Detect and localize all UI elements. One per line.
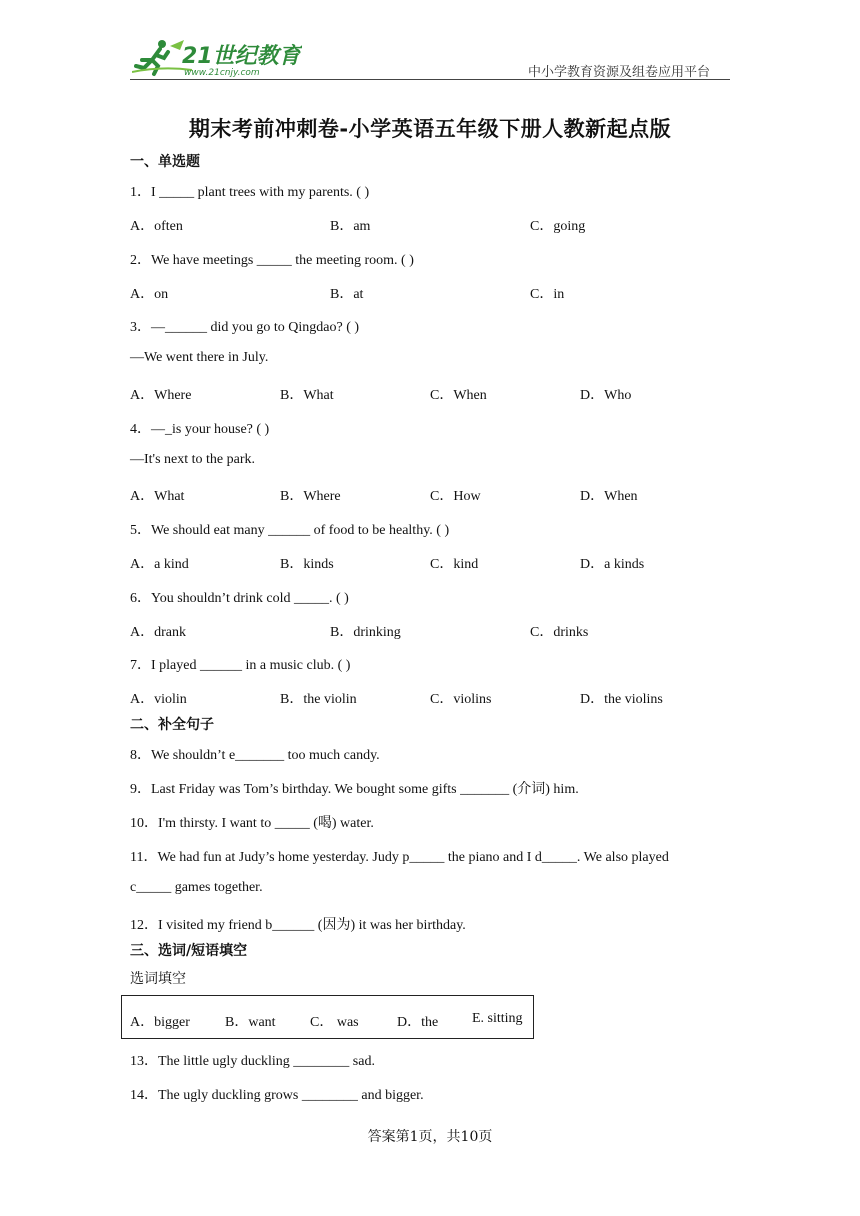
q4-option-d: D．When xyxy=(580,489,638,504)
question-6: 6．You shouldn’t drink cold _____. ( ) xyxy=(130,591,349,606)
q6-option-b: B．drinking xyxy=(330,625,401,640)
logo-url: www.21cnjy.com xyxy=(184,68,260,78)
question-14: 14．The ugly duckling grows ________ and bigger. xyxy=(130,1088,424,1103)
q4-option-b: B．Where xyxy=(280,489,341,504)
section-heading-word-fill: 三、选词/短语填空 xyxy=(130,943,248,959)
question-8: 8．We shouldn’t e_______ too much candy. xyxy=(130,748,380,763)
platform-label: 中小学教育资源及组卷应用平台 xyxy=(527,65,710,80)
header-divider xyxy=(130,79,730,80)
q7-option-a: A．violin xyxy=(130,692,187,707)
section-heading-single-choice: 一、单选题 xyxy=(130,154,200,170)
question-4-answer-line: —It's next to the park. xyxy=(130,452,255,467)
question-2: 2．We have meetings _____ the meeting room. ( ) xyxy=(130,253,414,268)
q2-option-a: A．on xyxy=(130,287,169,302)
q5-option-d: D．a kinds xyxy=(580,557,645,572)
site-logo xyxy=(132,36,302,78)
word-bank-item-b: B．want xyxy=(225,1015,276,1030)
question-1: 1．I _____ plant trees with my parents. ( ) xyxy=(130,185,370,200)
q2-option-c: C．in xyxy=(530,287,565,302)
word-bank-item-e: E. sitting xyxy=(472,1011,523,1026)
question-3: 3．—______ did you go to Qingdao? ( ) xyxy=(130,320,360,335)
question-12: 12．I visited my friend b______ (因为) it was her birthday. xyxy=(130,918,466,933)
q3-option-d: D．Who xyxy=(580,388,632,403)
question-11-line-2: c_____ games together. xyxy=(130,880,263,895)
section-heading-complete-sentences: 二、补全句子 xyxy=(130,717,214,733)
q1-option-c: C．going xyxy=(530,219,586,234)
q6-option-c: C．drinks xyxy=(530,625,589,640)
question-4: 4．—_is your house? ( ) xyxy=(130,422,270,437)
q2-option-b: B．at xyxy=(330,287,364,302)
q1-option-a: A．often xyxy=(130,219,183,234)
q3-option-c: C．When xyxy=(430,388,487,403)
question-9: 9．Last Friday was Tom’s birthday. We bought some gifts _______ (介词) him. xyxy=(130,782,579,797)
q5-option-c: C．kind xyxy=(430,557,479,572)
q3-option-b: B．What xyxy=(280,388,334,403)
q4-option-c: C．How xyxy=(430,489,481,504)
word-bank-item-c: C． was xyxy=(310,1015,359,1030)
question-7: 7．I played ______ in a music club. ( ) xyxy=(130,658,351,673)
question-11-line-1: 11．We had fun at Judy’s home yesterday. Judy p_____ the piano and I d_____. We also played xyxy=(130,850,669,865)
q7-option-c: C．violins xyxy=(430,692,492,707)
q3-option-a: A．Where xyxy=(130,388,192,403)
q7-option-d: D．the violins xyxy=(580,692,663,707)
question-5: 5．We should eat many ______ of food to be healthy. ( ) xyxy=(130,523,450,538)
q5-option-b: B．kinds xyxy=(280,557,334,572)
logo-text: 21世纪教育 xyxy=(182,44,301,69)
word-bank-item-a: A．bigger xyxy=(130,1015,190,1030)
word-fill-instruction: 选词填空 xyxy=(130,971,186,987)
page-footer: 答案第1页，共10页 xyxy=(367,1129,493,1145)
q1-option-b: B．am xyxy=(330,219,371,234)
question-3-answer-line: —We went there in July. xyxy=(130,350,269,365)
word-bank-item-d: D．the xyxy=(397,1015,439,1030)
q5-option-a: A．a kind xyxy=(130,557,189,572)
question-13: 13．The little ugly duckling ________ sad. xyxy=(130,1054,375,1069)
word-bank-box xyxy=(121,995,534,1039)
page-title: 期末考前冲刺卷-小学英语五年级下册人教新起点版 xyxy=(188,117,672,141)
q4-option-a: A．What xyxy=(130,489,185,504)
question-10: 10．I'm thirsty. I want to _____ (喝) water. xyxy=(130,816,374,831)
q7-option-b: B．the violin xyxy=(280,692,357,707)
q6-option-a: A．drank xyxy=(130,625,186,640)
